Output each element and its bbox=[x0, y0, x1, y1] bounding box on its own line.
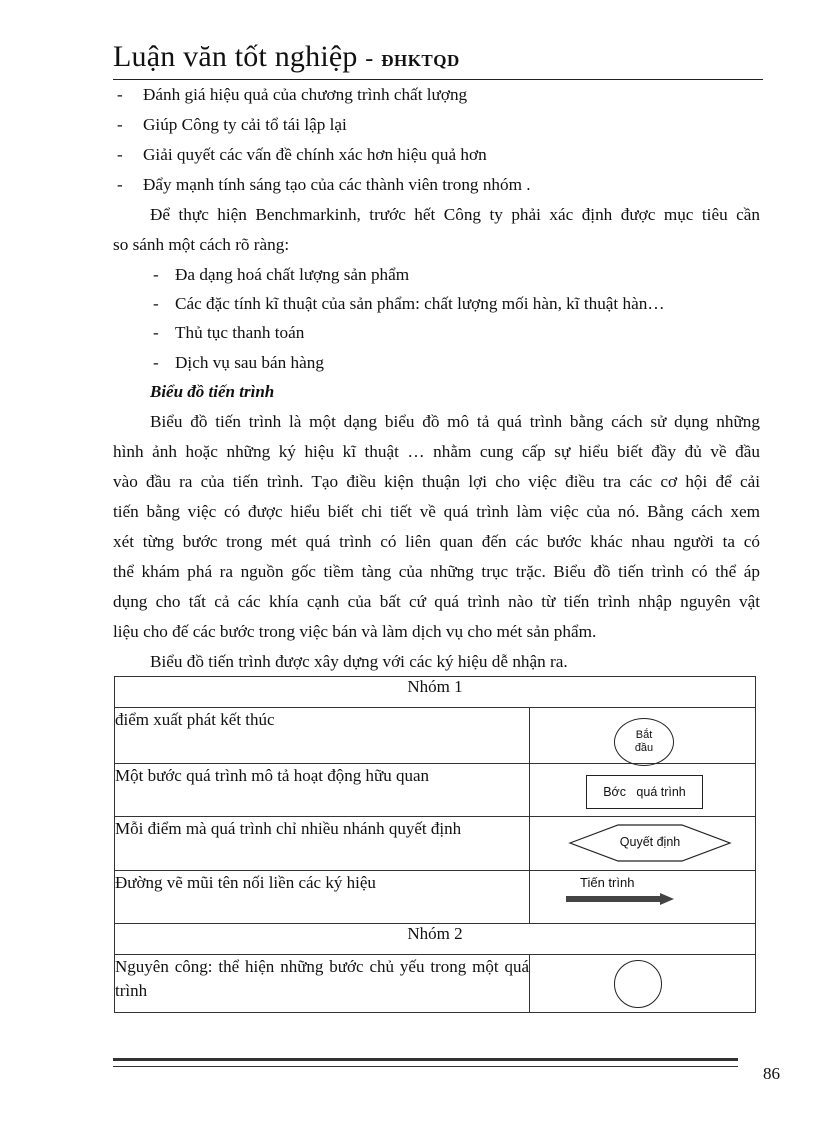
table-row bbox=[115, 924, 756, 955]
symbol-label: Tiến trình bbox=[580, 875, 635, 890]
symbol-label: Quyết định bbox=[619, 835, 681, 849]
bullet-item: Đa dạng hoá chất lượng sản phẩm bbox=[175, 265, 410, 284]
table-row bbox=[115, 677, 756, 708]
paragraph-line: hình ảnh hoặc những ký hiệu kĩ thuật … nhằm cung cấp sự hiểu biết đầy đủ về đầu bbox=[113, 442, 760, 461]
table-row bbox=[115, 708, 756, 764]
symbol-label: đầu bbox=[634, 742, 654, 754]
arrow-shape bbox=[566, 892, 676, 906]
header-title bbox=[113, 40, 460, 74]
bullet-marker: - bbox=[117, 145, 123, 164]
symbol-description: Mỗi điểm mà quá trình chỉ nhiều nhánh quyết định bbox=[115, 817, 530, 871]
symbol-cell bbox=[530, 871, 756, 924]
table-row bbox=[115, 764, 756, 817]
bullet-item: Các đặc tính kĩ thuật của sản phẩm: chất lượng mối hàn, kĩ thuật hàn… bbox=[175, 294, 665, 313]
flow-arrow-icon bbox=[566, 875, 676, 913]
bullet-marker: - bbox=[117, 175, 123, 194]
bullet-item: Giúp Công ty cải tổ tái lập lại bbox=[143, 115, 347, 134]
paragraph-line: vào đầu ra của tiến trình. Tạo điều kiện thuận lợi cho việc điều tra các cơ hội để cải bbox=[113, 472, 760, 491]
bullet-item: Thủ tục thanh toán bbox=[175, 323, 305, 342]
paragraph-line: Để thực hiện Benchmarkinh, trước hết Công ty phải xác định được mục tiêu cần bbox=[150, 205, 760, 224]
paragraph-line: dụng cho tất cả các khía cạnh của bất cứ quá trình nào từ tiến trình nhập nguyên vật bbox=[113, 592, 760, 611]
bullet-marker: - bbox=[153, 294, 159, 313]
bullet-marker: - bbox=[153, 265, 159, 284]
page-number: 86 bbox=[763, 1064, 780, 1083]
section-heading: Biểu đồ tiến trình bbox=[150, 382, 275, 401]
footer-rule bbox=[113, 1058, 738, 1067]
group-header: Nhóm 2 bbox=[115, 924, 756, 955]
symbols-table bbox=[114, 676, 756, 1013]
bullet-marker: - bbox=[153, 323, 159, 342]
header-rule bbox=[113, 79, 763, 80]
symbol-description: Một bước quá trình mô tả hoạt động hữu quan bbox=[115, 764, 530, 817]
symbol-description: Đường vẽ mũi tên nối liền các ký hiệu bbox=[115, 871, 530, 924]
symbol-description: Nguyên công: thể hiện những bước chủ yếu trong một quá trình bbox=[115, 955, 530, 1013]
table-row bbox=[115, 817, 756, 871]
table-row bbox=[115, 955, 756, 1013]
bullet-item: Đẩy mạnh tính sáng tạo của các thành viên trong nhóm . bbox=[143, 175, 531, 194]
header-separator: - bbox=[365, 46, 374, 72]
paragraph-line: xét từng bước trong mét quá trình có liên quan đến các bước khác nhau người ta có bbox=[113, 532, 760, 551]
symbol-description: điểm xuất phát kết thúc bbox=[115, 708, 530, 764]
bullet-marker: - bbox=[117, 115, 123, 134]
paragraph-line: liệu cho đế các bước trong việc bán và làm dịch vụ cho mét sản phẩm. bbox=[113, 622, 597, 641]
page-header bbox=[113, 38, 763, 82]
bullet-marker: - bbox=[153, 353, 159, 372]
header-title-text: Luận văn tốt nghiệp bbox=[113, 40, 358, 73]
process-rectangle-icon bbox=[586, 775, 703, 809]
table-row bbox=[115, 871, 756, 924]
header-org: ĐHKTQD bbox=[381, 51, 460, 70]
symbol-cell bbox=[530, 817, 756, 871]
symbol-label: Bắt bbox=[635, 729, 653, 741]
paragraph-line: tiến bằng việc có được hiểu biết chi tiết về quá trình làm việc của nó. Bằng cách xem bbox=[113, 502, 760, 521]
symbol-cell bbox=[530, 764, 756, 817]
bullet-marker: - bbox=[117, 85, 123, 104]
paragraph-line: thể khám phá ra nguồn gốc tiềm tàng của những trục trặc. Biểu đồ tiến trình có thể áp bbox=[113, 562, 760, 581]
symbol-cell bbox=[530, 955, 756, 1013]
bullet-item: Dịch vụ sau bán hàng bbox=[175, 353, 324, 372]
operation-circle-icon bbox=[614, 960, 662, 1008]
oval-start-end-icon bbox=[614, 718, 674, 766]
bullet-item: Giải quyết các vấn đề chính xác hơn hiệu quả hơn bbox=[143, 145, 487, 164]
paragraph-line: so sánh một cách rõ ràng: bbox=[113, 235, 290, 254]
symbol-label: Bớc quá trình bbox=[603, 785, 686, 799]
symbol-cell bbox=[530, 708, 756, 764]
group-header: Nhóm 1 bbox=[115, 677, 756, 708]
decision-diamond-icon bbox=[568, 824, 732, 862]
paragraph-line: Biểu đồ tiến trình là một dạng biểu đồ mô tả quá trình bằng cách sử dụng những bbox=[150, 412, 760, 431]
paragraph-line: Biểu đồ tiến trình được xây dựng với các ký hiệu dễ nhận ra. bbox=[150, 652, 568, 671]
bullet-item: Đánh giá hiệu quả của chương trình chất lượng bbox=[143, 85, 468, 104]
